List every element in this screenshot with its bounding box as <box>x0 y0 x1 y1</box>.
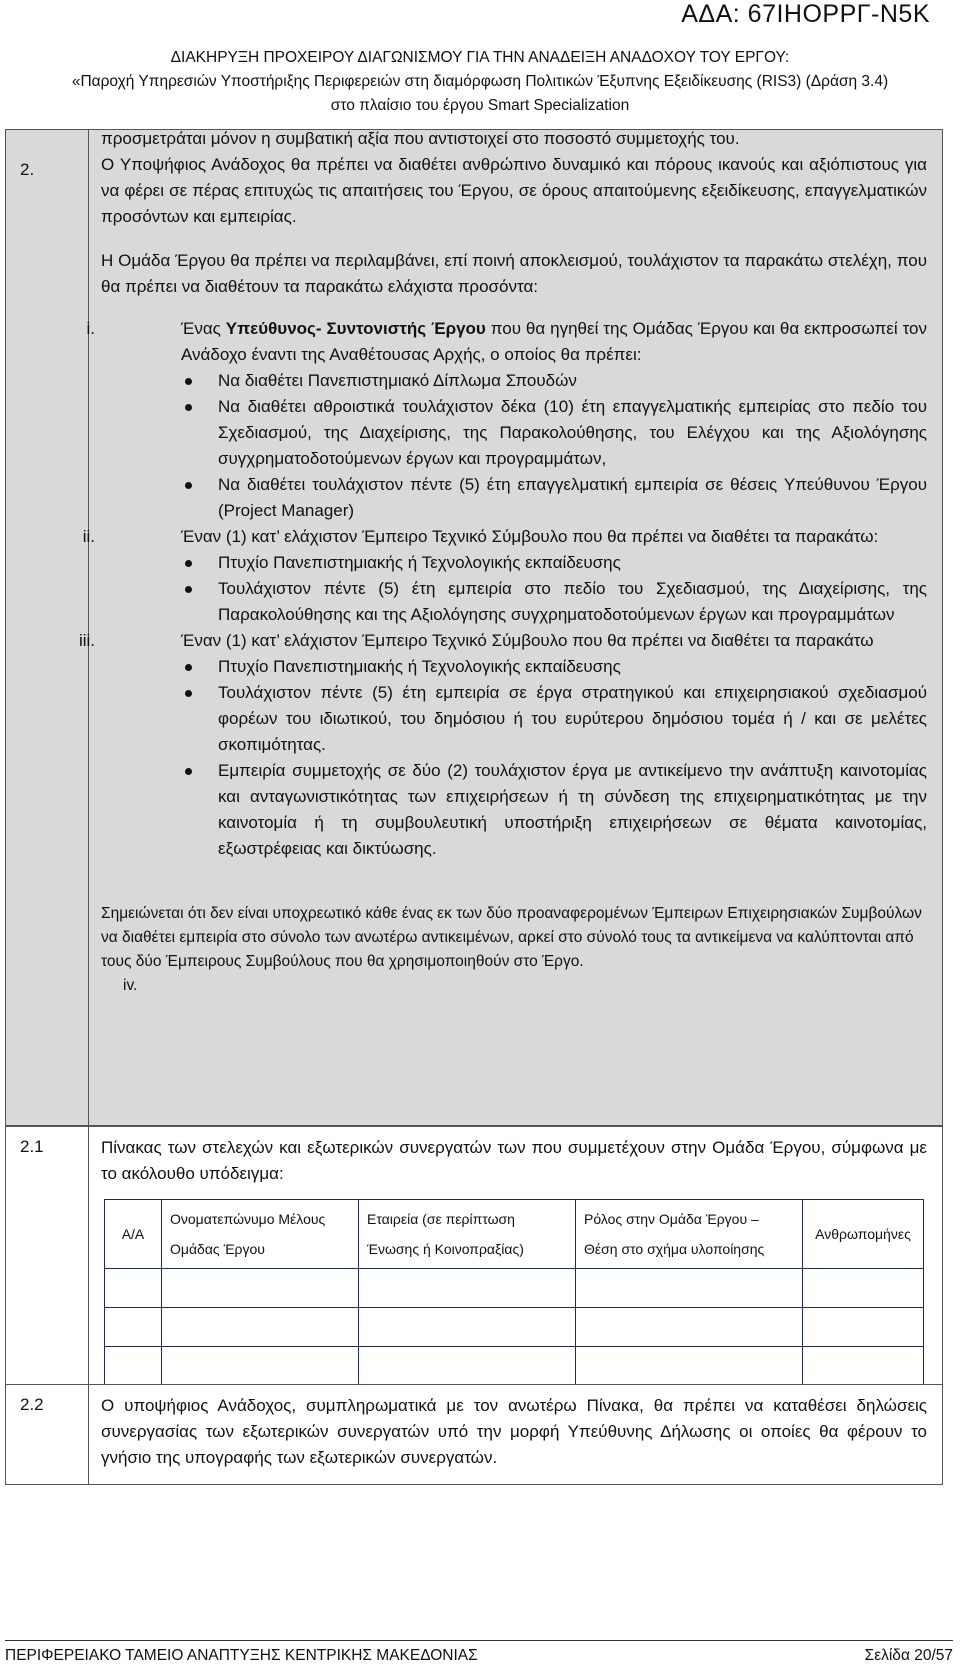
page-footer <box>5 1640 953 1665</box>
bullet-item <box>181 394 927 472</box>
bullet-text: Να διαθέτει αθροιστικά τουλάχιστον δέκα (10) έτη επαγγελματικής εμπειρίας στο πεδίο του Σχεδιασμού, της Διαχείρισης, της Παρακολούθησης, του Ελέγχου και της Αξιολόγησης συγχρηματοδοτούμενων έργων και προγραμμάτων, <box>218 397 927 468</box>
team-intro: Η Ομάδα Έργου θα πρέπει να περιλαμβάνει, επί ποινή αποκλεισμού, τουλάχιστον τα παρακάτω στελέχη, που θα πρέπει να διαθέτουν τα παρακάτω ελάχιστα προσόντα: <box>101 251 927 296</box>
table-header-row <box>105 1200 924 1269</box>
header-line-3: στο πλαίσιο του έργου Smart Specialization <box>330 97 630 114</box>
staff-requirements-list <box>78 316 928 862</box>
bullet-list <box>181 550 927 628</box>
col-company-line1: Εταιρεία (σε περίπτωση <box>367 1211 515 1227</box>
section-2-1-content <box>101 1135 927 1187</box>
bullet-item <box>181 472 927 524</box>
section-2-2-number-cell <box>6 1385 89 1484</box>
bullet-item <box>181 680 927 758</box>
requirement-bold: Υπεύθυνος- Συντονιστής Έργου <box>225 319 486 338</box>
section-2-2-text: Ο υποψήφιος Ανάδοχος, συμπληρωματικά με τον ανωτέρω Πίνακα, θα πρέπει να καταθέσει δηλώσεις συνεργασίας των εξωτερικών συνεργατών υπό την μορφή Υπεύθυνης Δήλωσης οι οποίες θα φέρουν το γνήσιο της υπογραφής των εξωτερικών συνεργατών. <box>101 1396 927 1467</box>
requirement-text <box>181 316 927 368</box>
requirement-post: που θα ηγηθεί της Ομάδας Έργου και θα εκπροσωπεί τον Ανάδοχο έναντι της Αναθέτουσας Αρχής, ο οποίος θα πρέπει: <box>181 319 928 364</box>
header-line-2: «Παροχή Υπηρεσιών Υποστήριξης Περιφερειών στη διαμόρφωση Πολιτικών Έξυπνης Εξειδίκευσης (RIS3) (Δράση 3.4) <box>71 73 889 90</box>
table-row <box>105 1347 924 1386</box>
bullet-item <box>181 550 927 576</box>
bullet-text: Τουλάχιστον πέντε (5) έτη εμπειρία στο πεδίο του Σχεδιασμού, της Διαχείρισης, της Παρακολούθησης και της Αξιολόγησης συγχρηματοδοτούμενων έργων και προγραμμάτων <box>218 579 927 624</box>
bullet-text: Να διαθέτει τουλάχιστον πέντε (5) έτη επαγγελματική εμπειρία σε θέσεις Υπεύθυνου Έργου (Project Manager) <box>218 475 927 520</box>
bullet-icon <box>185 404 192 411</box>
bullet-icon <box>185 560 192 567</box>
col-aa: Α/Α <box>105 1200 162 1269</box>
section-2-1-number-cell <box>6 1127 89 1384</box>
section-2-content <box>78 126 928 998</box>
requirement-text: Έναν (1) κατ’ ελάχιστον Έμπειρο Τεχνικό Σύμβουλο που θα πρέπει να διαθέτει τα παρακάτω: <box>181 527 879 546</box>
section-2-number: 2. <box>20 160 35 179</box>
footer-page-number: Σελίδα 20/57 <box>864 1647 953 1664</box>
section-2-1-number: 2.1 <box>20 1137 44 1156</box>
bullet-icon <box>185 378 192 385</box>
bullet-item <box>181 654 927 680</box>
section-2-1-text: Πίνακας των στελεχών και εξωτερικών συνεργατών των που συμμετέχουν στην Ομάδα Έργου, σύμφωνα με το ακόλουθο υπόδειγμα: <box>101 1138 927 1183</box>
bullet-icon <box>185 586 192 593</box>
section-2-2-number: 2.2 <box>20 1395 44 1414</box>
bullet-icon <box>185 768 192 775</box>
section-2-intro: Ο Υποψήφιος Ανάδοχος θα πρέπει να διαθέτει ανθρώπινο δυναμικό και πόρους ικανούς και αξιόπιστους για να φέρει σε πέρας επιτυχώς τις απαιτήσεις του Έργου, σε όρους απαιτούμενης εξειδίκευσης, επαγγελματικών προσόντων και εμπειρίας. <box>101 155 927 226</box>
table-row <box>105 1308 924 1347</box>
bullet-text: Πτυχίο Πανεπιστημιακής ή Τεχνολογικής εκπαίδευσης <box>218 553 621 572</box>
col-member-name <box>162 1200 359 1269</box>
requirement-item-i <box>86 316 928 524</box>
note-numeral-iv: iv. <box>123 977 138 994</box>
bullet-list <box>181 654 927 862</box>
requirement-text: Έναν (1) κατ’ ελάχιστον Έμπειρο Τεχνικό Σύμβουλο που θα πρέπει να διαθέτει τα παρακάτω <box>181 631 874 650</box>
requirement-pre: Ένας <box>181 319 226 338</box>
bullet-text: Πτυχίο Πανεπιστημιακής ή Τεχνολογικής εκπαίδευσης <box>218 657 621 676</box>
ada-stamp: ΑΔΑ: 67ΙΗΟΡΡΓ-Ν5Κ <box>681 0 930 28</box>
bullet-icon <box>185 664 192 671</box>
bullet-item <box>181 576 927 628</box>
col-man-months: Ανθρωπομήνες <box>803 1200 924 1269</box>
bullet-text: Τουλάχιστον πέντε (5) έτη εμπειρία σε έργα στρατηγικού και επιχειρησιακού σχεδιασμού φορέων του ιδιωτικού, του δημόσιου ή του ευρύτερου δημόσιου τομέα ή / και σε μελέτες σκοπιμότητας. <box>218 683 927 754</box>
col-member-name-line1: Ονοματεπώνυμο Μέλους <box>170 1211 326 1227</box>
footer-organization: ΠΕΡΙΦΕΡΕΙΑΚΟ ΤΑΜΕΙΟ ΑΝΑΠΤΥΞΗΣ ΚΕΝΤΡΙΚΗΣ ΜΑΚΕΔΟΝΙΑΣ <box>5 1647 478 1664</box>
team-members-table <box>104 1199 924 1386</box>
bullet-item <box>181 758 927 862</box>
table-row <box>105 1269 924 1308</box>
col-role-line1: Ρόλος στην Ομάδα Έργου – <box>584 1211 759 1227</box>
col-member-name-line2: Ομάδας Έργου <box>170 1241 265 1257</box>
section-2-row <box>5 129 943 1126</box>
bullet-list <box>181 368 927 524</box>
header-line-1: ΔΙΑΚΗΡΥΞΗ ΠΡΟΧΕΙΡΟΥ ΔΙΑΓΩΝΙΣΜΟΥ ΓΙΑ ΤΗΝ ΑΝΑΔΕΙΞΗ ΑΝΑΔΟΧΟΥ ΤΟΥ ΕΡΓΟΥ: <box>170 49 790 66</box>
col-role-line2: Θέση στο σχήμα υλοποίησης <box>584 1241 765 1257</box>
requirement-numeral: iii. <box>78 631 95 650</box>
requirement-numeral: i. <box>86 319 95 338</box>
carryover-text: προσμετράται μόνον η συμβατική αξία που αντιστοιχεί στο ποσοστό συμμετοχής του. <box>101 129 740 148</box>
col-company <box>359 1200 576 1269</box>
requirement-item-iii <box>78 628 927 862</box>
col-role <box>576 1200 803 1269</box>
bullet-text: Να διαθέτει Πανεπιστημιακό Δίπλωμα Σπουδών <box>218 371 577 390</box>
section-2-2-content <box>101 1393 927 1471</box>
requirement-numeral: ii. <box>82 527 95 546</box>
experts-note: Σημειώνεται ότι δεν είναι υποχρεωτικό κάθε ένας εκ των δύο προαναφερομένων Έμπειρων Επιχειρησιακών Συμβούλων να διαθέτει εμπειρία στο σύνολο των ανωτέρω αντικειμένων, αρκεί στο σύνολό τους τα αντικείμενα να καλύπτονται από τους δύο Έμπειρους Συμβούλους που θα χρησιμοποιηθούν στο Έργο. <box>101 905 922 970</box>
bullet-icon <box>185 482 192 489</box>
bullet-item <box>181 368 927 394</box>
bullet-text: Εμπειρία συμμετοχής σε δύο (2) τουλάχιστον έργα με αντικείμενο την ανάπτυξη καινοτομίας και ανταγωνιστικότητας των επιχειρήσεων ή τη σύνδεση της επιχειρηματικότητας με την καινοτομία ή τη συμβουλευτική υποστήριξη επιχειρήσεων σε θέματα καινοτομίας, εξωστρέφειας και δικτύωσης. <box>218 761 927 858</box>
col-company-line2: Ένωσης ή Κοινοπραξίας) <box>367 1241 524 1257</box>
requirement-item-ii <box>82 524 927 628</box>
section-2-2-row <box>5 1384 943 1485</box>
document-header <box>0 46 960 118</box>
bullet-icon <box>185 690 192 697</box>
